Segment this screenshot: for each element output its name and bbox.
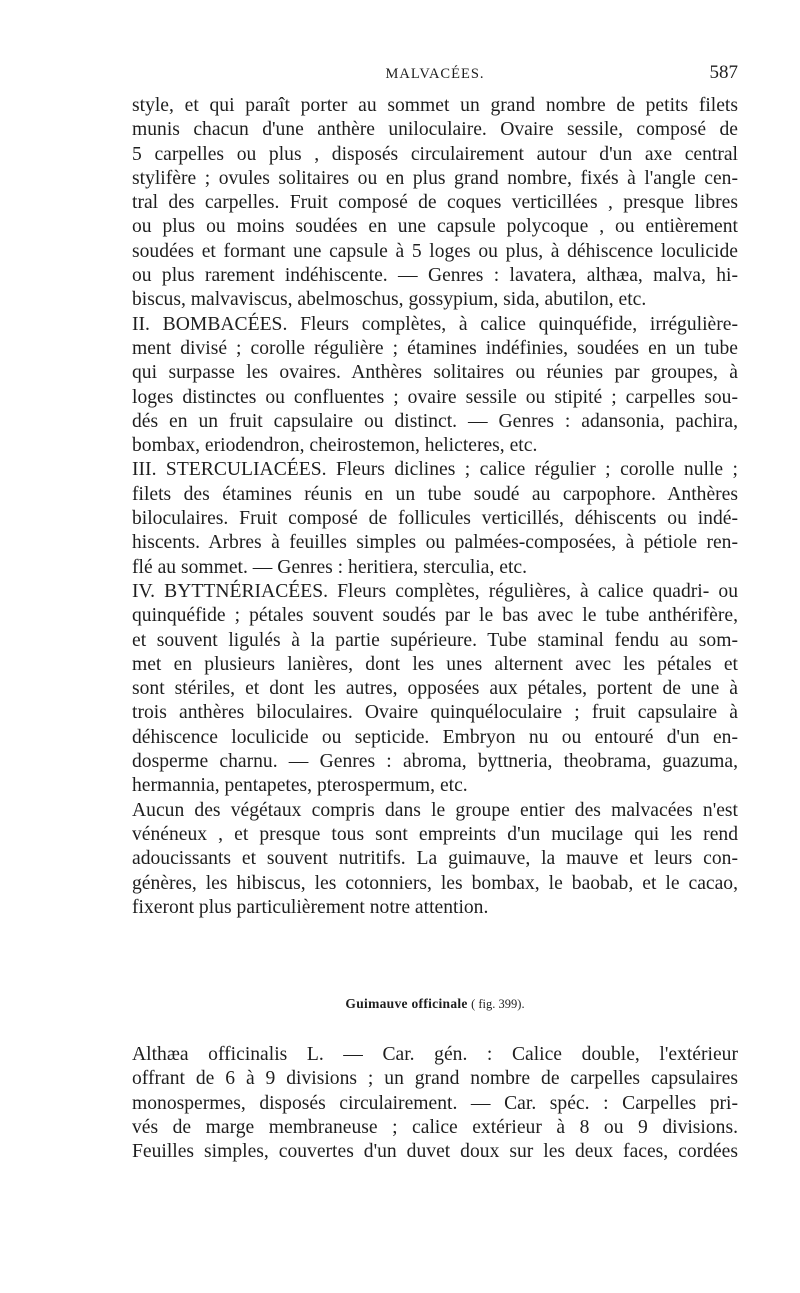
- page-number: 587: [709, 62, 738, 83]
- text-line: dés en un fruit capsulaire ou distinct. — Genres : adansonia, pachira,: [132, 410, 738, 432]
- text-line: génères, les hibiscus, les cotonniers, les bombax, le baobab, et le cacao,: [132, 872, 738, 894]
- running-title: MALVACÉES.: [385, 66, 485, 82]
- text-line: adoucissants et souvent nutritifs. La guimauve, la mauve et leurs con-: [132, 848, 738, 870]
- text-line: IV. BYTTNÉRIACÉES. Fleurs complètes, régulières, à calice quadri- ou: [132, 580, 738, 602]
- text-line: déhiscence loculicide ou septicide. Embryon nu ou entouré d'un en-: [132, 726, 738, 748]
- text-line: Aucun des végétaux compris dans le groupe entier des malvacées n'est: [132, 799, 738, 821]
- text-line: Althæa officinalis L. — Car. gén. : Calice double, l'extérieur: [132, 1044, 738, 1065]
- text-line: flé au sommet. — Genres : heritiera, sterculia, etc.: [132, 556, 527, 578]
- text-line: bombax, eriodendron, cheirostemon, helicteres, etc.: [132, 435, 538, 457]
- text-line: dosperme charnu. — Genres : abroma, byttneria, theobrama, guazuma,: [132, 751, 738, 773]
- text-line: soudées et formant une capsule à 5 loges ou plus, à déhiscence loculicide: [132, 240, 738, 262]
- text-line: qui surpasse les ovaires. Anthères solitaires ou réunies par groupes, à: [132, 362, 738, 384]
- text-line: ou plus ou moins soudées en une capsule polycoque , ou entièrement: [132, 216, 738, 238]
- text-line: ou plus rarement indéhiscente. — Genres : lavatera, althæa, malva, hi-: [132, 265, 738, 287]
- text-line: vénéneux , et presque tous sont empreints d'un mucilage qui les rend: [132, 823, 738, 845]
- figure-reference: ( fig. 399).: [471, 997, 525, 1011]
- text-line: fixeront plus particulièrement notre attention.: [132, 896, 489, 918]
- text-line: loges distinctes ou confluentes ; ovaire sessile ou stipité ; carpelles sou-: [132, 386, 738, 408]
- section-heading: [132, 996, 738, 1012]
- text-line: quinquéfide ; pétales souvent soudés par le bas avec le tube anthérifère,: [132, 605, 738, 627]
- text-line: met en plusieurs lanières, dont les unes alternent avec les pétales et: [132, 653, 738, 675]
- body-text: [132, 94, 738, 920]
- text-line: style, et qui paraît porter au sommet un grand nombre de petits filets: [132, 95, 738, 116]
- text-line: monospermes, disposés circulairement. — Car. spéc. : Carpelles pri-: [132, 1092, 738, 1114]
- text-line: et souvent ligulés à la partie supérieure. Tube staminal fendu au som-: [132, 629, 738, 651]
- text-line: trois anthères biloculaires. Ovaire quinquéloculaire ; fruit capsulaire à: [132, 702, 738, 724]
- text-line: filets des étamines réunis en un tube soudé au carpophore. Anthères: [132, 483, 738, 505]
- text-line: tral des carpelles. Fruit composé de coques verticillées , presque libres: [132, 192, 738, 214]
- text-line: offrant de 6 à 9 divisions ; un grand nombre de carpelles capsulaires: [132, 1068, 738, 1090]
- text-line: hermannia, pentapetes, pterospermum, etc.: [132, 775, 468, 797]
- text-line: Feuilles simples, couvertes d'un duvet doux sur les deux faces, cordées: [132, 1141, 738, 1163]
- text-line: stylifère ; ovules solitaires ou en plus grand nombre, fixés à l'angle cen-: [132, 167, 738, 189]
- text-line: hiscents. Arbres à feuilles simples ou palmées-composées, à pétiole ren-: [132, 532, 738, 554]
- text-line: 5 carpelles ou plus , disposés circulairement autour d'un axe central: [132, 143, 738, 165]
- text-line: biscus, malvaviscus, abelmoschus, gossypium, sida, abutilon, etc.: [132, 289, 647, 311]
- section-heading-title: Guimauve officinale: [345, 996, 468, 1011]
- text-line: sont stériles, et dont les autres, opposées aux pétales, portent de une à: [132, 678, 738, 700]
- text-line: II. BOMBACÉES. Fleurs complètes, à calice quinquéfide, irrégulière-: [132, 313, 738, 335]
- text-line: biloculaires. Fruit composé de follicules verticillés, déhiscents ou indé-: [132, 508, 738, 530]
- text-line: vés de marge membraneuse ; calice extérieur à 8 ou 9 divisions.: [132, 1116, 738, 1138]
- page-header: [132, 62, 738, 88]
- text-line: III. STERCULIACÉES. Fleurs diclines ; calice régulier ; corolle nulle ;: [132, 459, 738, 481]
- species-description: [132, 1043, 738, 1164]
- text-line: munis chacun d'une anthère uniloculaire. Ovaire sessile, composé de: [132, 119, 738, 141]
- text-line: ment divisé ; corolle régulière ; étamines indéfinies, soudées en un tube: [132, 337, 738, 359]
